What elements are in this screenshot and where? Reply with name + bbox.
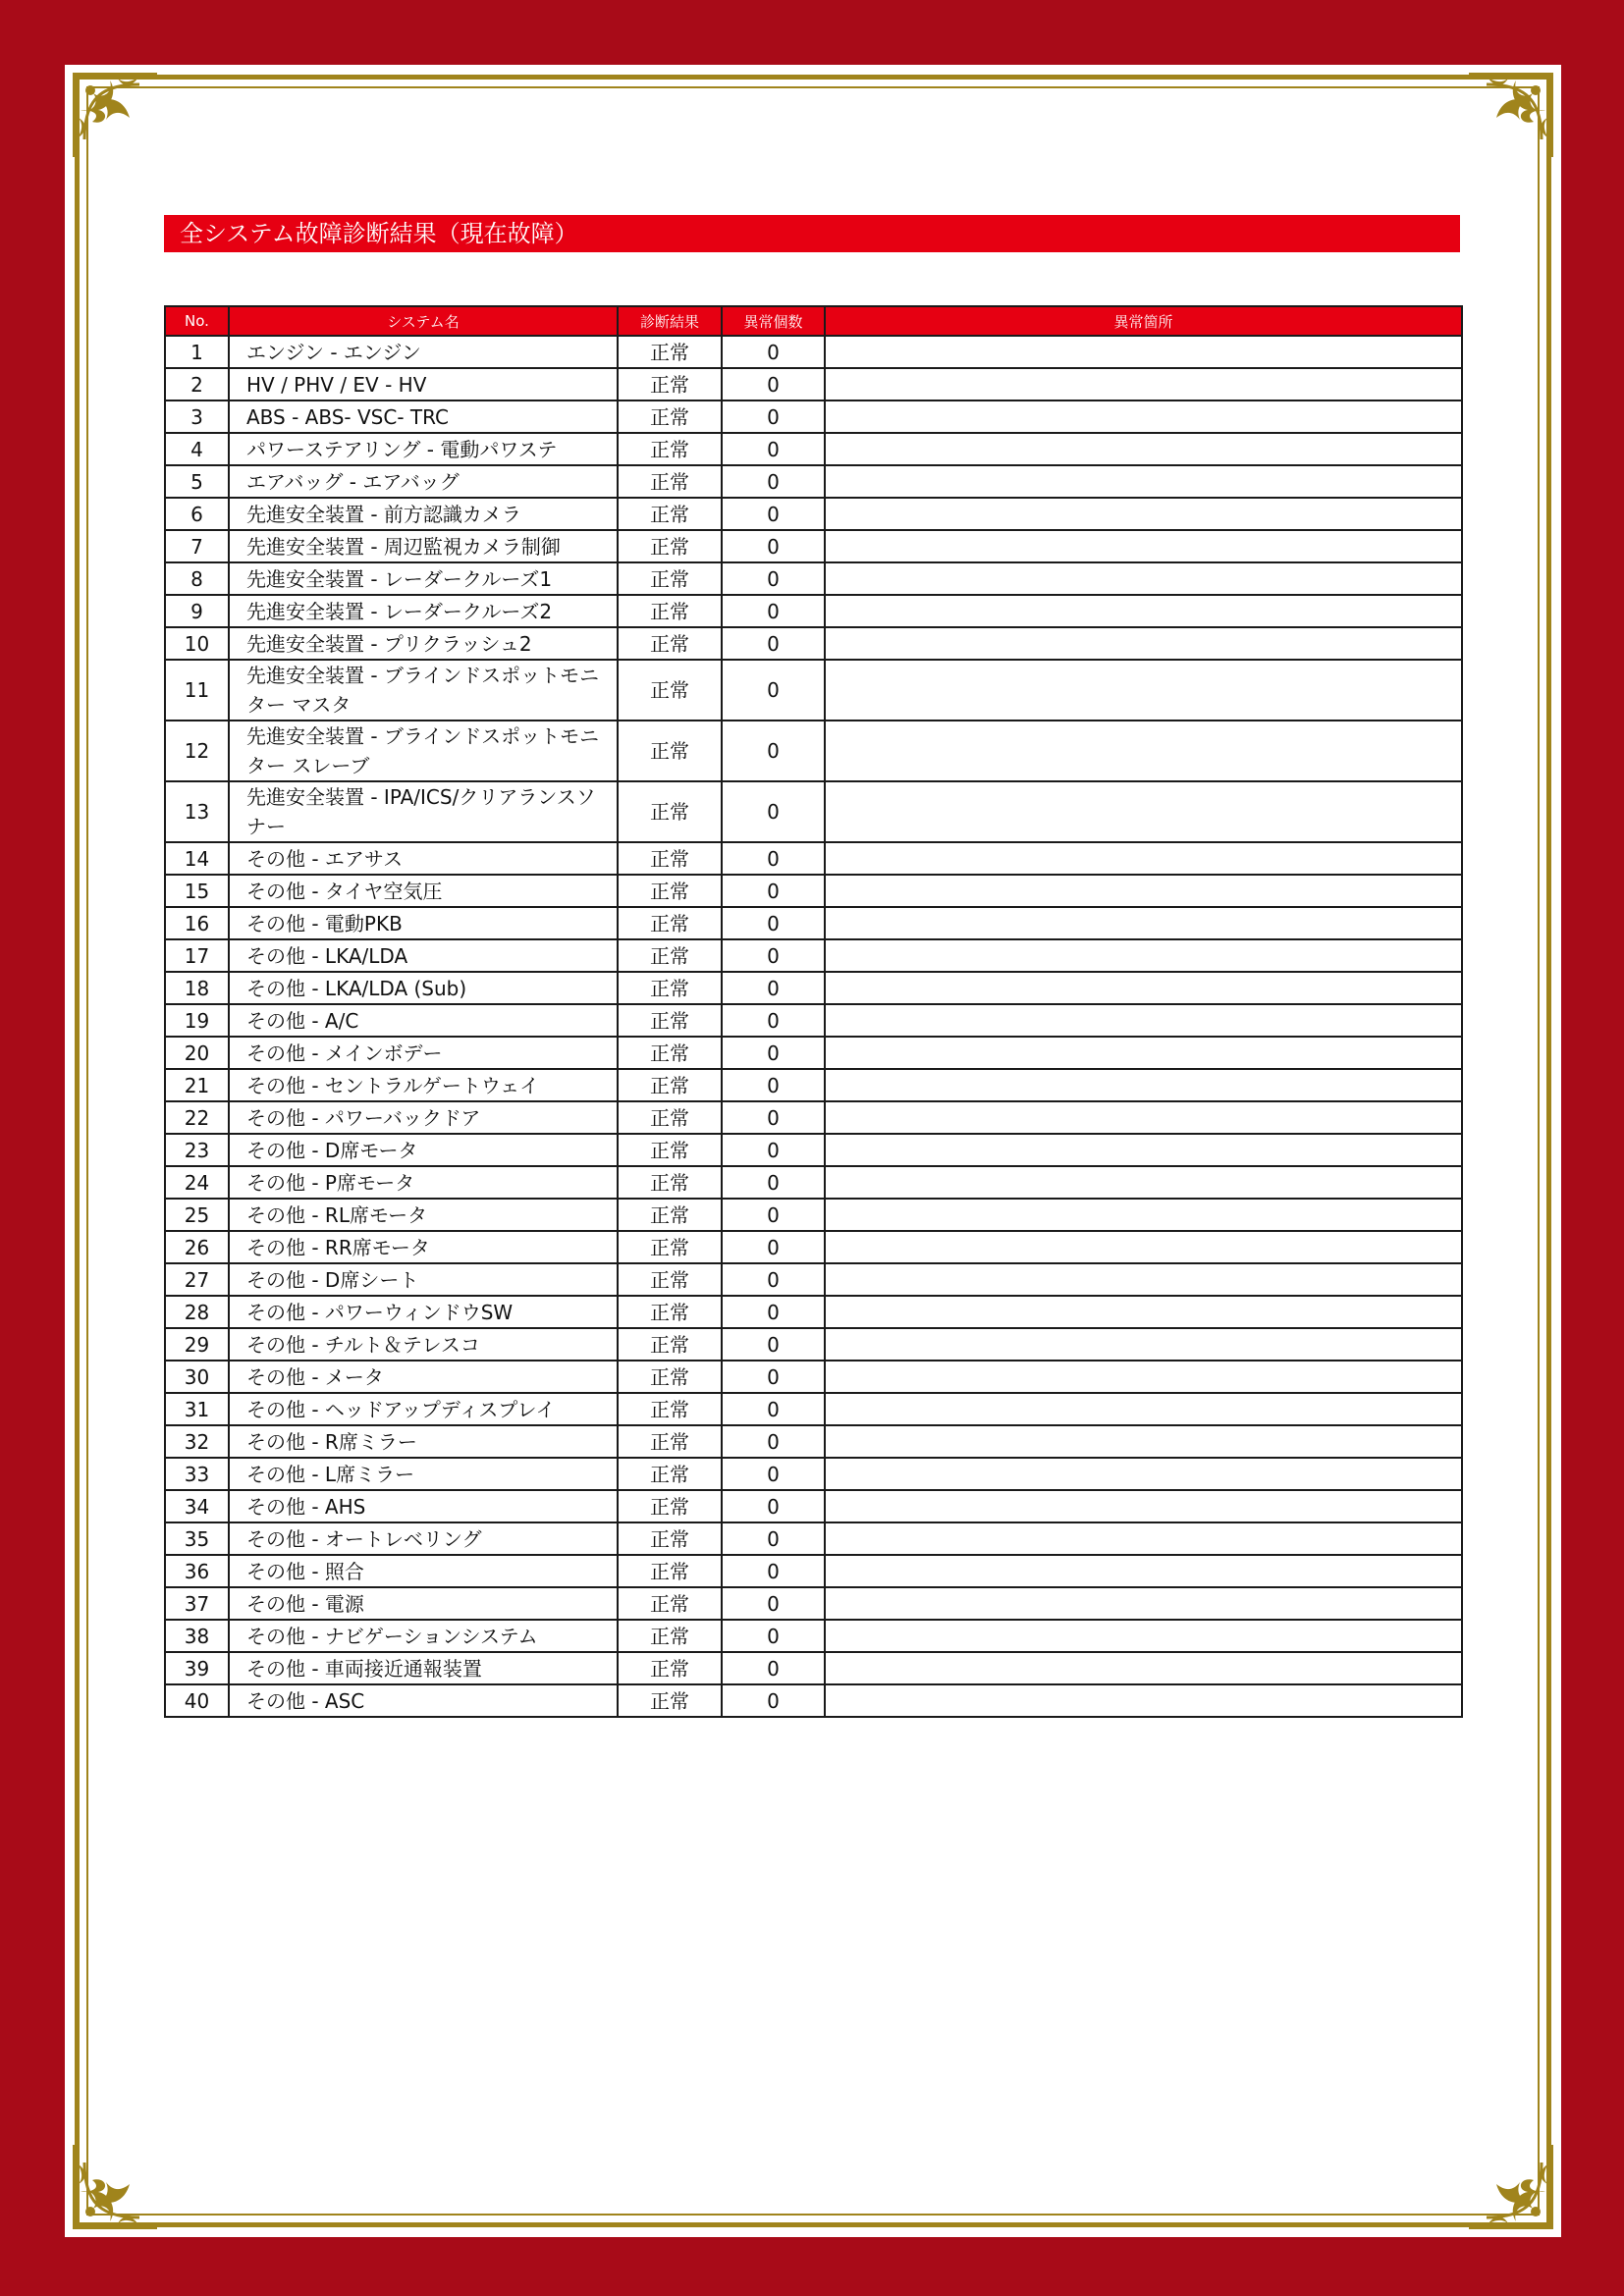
- corner-ornament-icon: [71, 2141, 161, 2231]
- row-system-name: ABS - ABS- VSC- TRC: [229, 400, 618, 433]
- page-title: 全システム故障診断結果（現在故障）: [164, 215, 1460, 252]
- row-location: [825, 907, 1462, 939]
- row-count: 0: [722, 939, 825, 972]
- table-row: [165, 1231, 1462, 1263]
- row-count: 0: [722, 1296, 825, 1328]
- row-number: 4: [165, 433, 229, 465]
- row-system-name: 先進安全装置 - レーダークルーズ1: [229, 562, 618, 595]
- table-row: [165, 939, 1462, 972]
- row-system-name: その他 - RL席モータ: [229, 1199, 618, 1231]
- table-row: [165, 1004, 1462, 1037]
- row-number: 32: [165, 1425, 229, 1458]
- row-count: 0: [722, 1555, 825, 1587]
- row-result: 正常: [618, 530, 722, 562]
- table-row: [165, 1587, 1462, 1620]
- row-count: 0: [722, 1652, 825, 1684]
- row-location: [825, 721, 1462, 781]
- row-location: [825, 465, 1462, 498]
- diagnosis-table: [164, 305, 1463, 1718]
- row-location: [825, 1166, 1462, 1199]
- row-number: 29: [165, 1328, 229, 1361]
- row-result: 正常: [618, 627, 722, 660]
- header-count: 異常個数: [722, 306, 825, 336]
- row-number: 15: [165, 875, 229, 907]
- row-location: [825, 1134, 1462, 1166]
- row-system-name: その他 - D席モータ: [229, 1134, 618, 1166]
- row-count: 0: [722, 368, 825, 400]
- row-location: [825, 842, 1462, 875]
- table-row: [165, 336, 1462, 368]
- row-number: 21: [165, 1069, 229, 1101]
- table-row: [165, 660, 1462, 721]
- table-row: [165, 1199, 1462, 1231]
- row-result: 正常: [618, 1458, 722, 1490]
- row-system-name: 先進安全装置 - レーダークルーズ2: [229, 595, 618, 627]
- row-system-name: HV / PHV / EV - HV: [229, 368, 618, 400]
- row-count: 0: [722, 1490, 825, 1522]
- row-number: 1: [165, 336, 229, 368]
- row-number: 9: [165, 595, 229, 627]
- row-location: [825, 1652, 1462, 1684]
- row-count: 0: [722, 1425, 825, 1458]
- table-row: [165, 1425, 1462, 1458]
- row-system-name: エンジン - エンジン: [229, 336, 618, 368]
- row-location: [825, 1555, 1462, 1587]
- row-result: 正常: [618, 1231, 722, 1263]
- row-location: [825, 972, 1462, 1004]
- table-row: [165, 595, 1462, 627]
- row-result: 正常: [618, 1069, 722, 1101]
- row-system-name: その他 - ヘッドアップディスプレイ: [229, 1393, 618, 1425]
- row-location: [825, 875, 1462, 907]
- row-system-name: 先進安全装置 - 前方認識カメラ: [229, 498, 618, 530]
- row-number: 30: [165, 1361, 229, 1393]
- row-system-name: 先進安全装置 - IPA/ICS/クリアランスソナー: [229, 781, 618, 842]
- row-result: 正常: [618, 400, 722, 433]
- row-result: 正常: [618, 1425, 722, 1458]
- row-number: 36: [165, 1555, 229, 1587]
- row-number: 40: [165, 1684, 229, 1717]
- row-location: [825, 627, 1462, 660]
- table-row: [165, 1684, 1462, 1717]
- table-row: [165, 465, 1462, 498]
- row-count: 0: [722, 972, 825, 1004]
- row-location: [825, 1458, 1462, 1490]
- row-system-name: その他 - セントラルゲートウェイ: [229, 1069, 618, 1101]
- row-number: 26: [165, 1231, 229, 1263]
- row-number: 18: [165, 972, 229, 1004]
- row-number: 16: [165, 907, 229, 939]
- row-location: [825, 1328, 1462, 1361]
- table-row: [165, 1652, 1462, 1684]
- row-result: 正常: [618, 1199, 722, 1231]
- row-location: [825, 781, 1462, 842]
- row-count: 0: [722, 721, 825, 781]
- row-location: [825, 562, 1462, 595]
- row-system-name: 先進安全装置 - ブラインドスポットモニター スレーブ: [229, 721, 618, 781]
- row-result: 正常: [618, 1037, 722, 1069]
- row-count: 0: [722, 1458, 825, 1490]
- row-count: 0: [722, 660, 825, 721]
- row-system-name: その他 - RR席モータ: [229, 1231, 618, 1263]
- table-row: [165, 368, 1462, 400]
- table-row: [165, 972, 1462, 1004]
- row-number: 20: [165, 1037, 229, 1069]
- corner-ornament-icon: [1465, 2141, 1555, 2231]
- row-location: [825, 1587, 1462, 1620]
- row-count: 0: [722, 1522, 825, 1555]
- row-system-name: その他 - ナビゲーションシステム: [229, 1620, 618, 1652]
- row-system-name: その他 - LKA/LDA (Sub): [229, 972, 618, 1004]
- table-row: [165, 1296, 1462, 1328]
- row-location: [825, 400, 1462, 433]
- header-location: 異常箇所: [825, 306, 1462, 336]
- row-number: 6: [165, 498, 229, 530]
- row-result: 正常: [618, 368, 722, 400]
- row-result: 正常: [618, 433, 722, 465]
- row-result: 正常: [618, 1684, 722, 1717]
- table-row: [165, 1166, 1462, 1199]
- row-result: 正常: [618, 465, 722, 498]
- row-result: 正常: [618, 907, 722, 939]
- table-row: [165, 1620, 1462, 1652]
- row-location: [825, 939, 1462, 972]
- row-count: 0: [722, 907, 825, 939]
- row-count: 0: [722, 842, 825, 875]
- table-row: [165, 498, 1462, 530]
- header-no: No.: [165, 306, 229, 336]
- row-number: 12: [165, 721, 229, 781]
- row-location: [825, 1004, 1462, 1037]
- row-location: [825, 1101, 1462, 1134]
- row-number: 33: [165, 1458, 229, 1490]
- row-number: 11: [165, 660, 229, 721]
- row-result: 正常: [618, 660, 722, 721]
- row-location: [825, 595, 1462, 627]
- row-system-name: その他 - タイヤ空気圧: [229, 875, 618, 907]
- row-number: 34: [165, 1490, 229, 1522]
- row-location: [825, 1296, 1462, 1328]
- row-number: 10: [165, 627, 229, 660]
- row-location: [825, 498, 1462, 530]
- row-result: 正常: [618, 1555, 722, 1587]
- row-system-name: その他 - D席シート: [229, 1263, 618, 1296]
- row-number: 31: [165, 1393, 229, 1425]
- row-result: 正常: [618, 721, 722, 781]
- table-row: [165, 721, 1462, 781]
- row-count: 0: [722, 1587, 825, 1620]
- table-row: [165, 1458, 1462, 1490]
- row-result: 正常: [618, 1134, 722, 1166]
- row-location: [825, 1425, 1462, 1458]
- corner-ornament-icon: [1465, 71, 1555, 161]
- table-row: [165, 1393, 1462, 1425]
- table-row: [165, 1263, 1462, 1296]
- row-number: 8: [165, 562, 229, 595]
- row-count: 0: [722, 1101, 825, 1134]
- row-count: 0: [722, 627, 825, 660]
- row-result: 正常: [618, 1296, 722, 1328]
- table-row: [165, 1361, 1462, 1393]
- row-count: 0: [722, 1361, 825, 1393]
- row-number: 23: [165, 1134, 229, 1166]
- row-count: 0: [722, 1328, 825, 1361]
- row-result: 正常: [618, 1490, 722, 1522]
- row-number: 19: [165, 1004, 229, 1037]
- row-count: 0: [722, 1199, 825, 1231]
- row-result: 正常: [618, 875, 722, 907]
- row-location: [825, 1199, 1462, 1231]
- row-location: [825, 660, 1462, 721]
- row-number: 27: [165, 1263, 229, 1296]
- corner-ornament-icon: [71, 71, 161, 161]
- row-result: 正常: [618, 939, 722, 972]
- row-system-name: その他 - パワーバックドア: [229, 1101, 618, 1134]
- table-row: [165, 627, 1462, 660]
- row-number: 25: [165, 1199, 229, 1231]
- row-number: 17: [165, 939, 229, 972]
- row-result: 正常: [618, 781, 722, 842]
- row-location: [825, 368, 1462, 400]
- row-location: [825, 336, 1462, 368]
- header-result: 診断結果: [618, 306, 722, 336]
- row-system-name: その他 - 照合: [229, 1555, 618, 1587]
- table-row: [165, 1134, 1462, 1166]
- row-result: 正常: [618, 1328, 722, 1361]
- row-result: 正常: [618, 972, 722, 1004]
- row-count: 0: [722, 595, 825, 627]
- row-count: 0: [722, 400, 825, 433]
- row-number: 7: [165, 530, 229, 562]
- table-row: [165, 1037, 1462, 1069]
- row-count: 0: [722, 1393, 825, 1425]
- row-result: 正常: [618, 1361, 722, 1393]
- row-number: 28: [165, 1296, 229, 1328]
- table-row: [165, 1555, 1462, 1587]
- row-result: 正常: [618, 842, 722, 875]
- row-location: [825, 1361, 1462, 1393]
- row-location: [825, 530, 1462, 562]
- row-result: 正常: [618, 1587, 722, 1620]
- row-count: 0: [722, 1037, 825, 1069]
- row-count: 0: [722, 1231, 825, 1263]
- row-result: 正常: [618, 1101, 722, 1134]
- row-system-name: その他 - 電動PKB: [229, 907, 618, 939]
- table-row: [165, 907, 1462, 939]
- table-row: [165, 781, 1462, 842]
- row-count: 0: [722, 1620, 825, 1652]
- row-system-name: その他 - エアサス: [229, 842, 618, 875]
- row-system-name: その他 - 車両接近通報装置: [229, 1652, 618, 1684]
- row-location: [825, 1037, 1462, 1069]
- row-location: [825, 1522, 1462, 1555]
- row-system-name: その他 - ASC: [229, 1684, 618, 1717]
- row-count: 0: [722, 530, 825, 562]
- row-system-name: 先進安全装置 - プリクラッシュ2: [229, 627, 618, 660]
- row-result: 正常: [618, 1166, 722, 1199]
- row-count: 0: [722, 465, 825, 498]
- row-number: 38: [165, 1620, 229, 1652]
- row-number: 14: [165, 842, 229, 875]
- table-row: [165, 875, 1462, 907]
- row-location: [825, 1393, 1462, 1425]
- row-result: 正常: [618, 1393, 722, 1425]
- row-system-name: その他 - パワーウィンドウSW: [229, 1296, 618, 1328]
- row-result: 正常: [618, 336, 722, 368]
- row-count: 0: [722, 562, 825, 595]
- row-location: [825, 1263, 1462, 1296]
- table-row: [165, 1522, 1462, 1555]
- row-number: 2: [165, 368, 229, 400]
- row-system-name: 先進安全装置 - ブラインドスポットモニター マスタ: [229, 660, 618, 721]
- row-result: 正常: [618, 1620, 722, 1652]
- row-system-name: その他 - チルト＆テレスコ: [229, 1328, 618, 1361]
- row-result: 正常: [618, 562, 722, 595]
- row-count: 0: [722, 1134, 825, 1166]
- row-location: [825, 1684, 1462, 1717]
- row-result: 正常: [618, 1522, 722, 1555]
- row-location: [825, 1231, 1462, 1263]
- table-row: [165, 562, 1462, 595]
- row-system-name: その他 - LKA/LDA: [229, 939, 618, 972]
- table-row: [165, 433, 1462, 465]
- row-result: 正常: [618, 1263, 722, 1296]
- header-system-name: システム名: [229, 306, 618, 336]
- row-location: [825, 1069, 1462, 1101]
- table-header-row: [165, 306, 1462, 336]
- row-number: 37: [165, 1587, 229, 1620]
- table-row: [165, 842, 1462, 875]
- row-count: 0: [722, 781, 825, 842]
- row-system-name: その他 - メータ: [229, 1361, 618, 1393]
- row-number: 35: [165, 1522, 229, 1555]
- row-count: 0: [722, 1684, 825, 1717]
- row-number: 13: [165, 781, 229, 842]
- row-number: 39: [165, 1652, 229, 1684]
- row-count: 0: [722, 433, 825, 465]
- row-count: 0: [722, 1263, 825, 1296]
- row-number: 5: [165, 465, 229, 498]
- table-row: [165, 1069, 1462, 1101]
- table-row: [165, 530, 1462, 562]
- row-number: 22: [165, 1101, 229, 1134]
- row-count: 0: [722, 498, 825, 530]
- row-system-name: その他 - L席ミラー: [229, 1458, 618, 1490]
- table-body: [165, 336, 1462, 1717]
- row-system-name: その他 - オートレベリング: [229, 1522, 618, 1555]
- row-system-name: その他 - P席モータ: [229, 1166, 618, 1199]
- row-count: 0: [722, 1166, 825, 1199]
- row-location: [825, 1620, 1462, 1652]
- row-system-name: その他 - R席ミラー: [229, 1425, 618, 1458]
- row-number: 3: [165, 400, 229, 433]
- table-row: [165, 1490, 1462, 1522]
- row-system-name: その他 - メインボデー: [229, 1037, 618, 1069]
- row-system-name: その他 - 電源: [229, 1587, 618, 1620]
- row-count: 0: [722, 875, 825, 907]
- row-count: 0: [722, 336, 825, 368]
- row-system-name: その他 - A/C: [229, 1004, 618, 1037]
- row-system-name: その他 - AHS: [229, 1490, 618, 1522]
- row-location: [825, 1490, 1462, 1522]
- row-result: 正常: [618, 498, 722, 530]
- row-count: 0: [722, 1069, 825, 1101]
- row-result: 正常: [618, 1004, 722, 1037]
- row-count: 0: [722, 1004, 825, 1037]
- row-number: 24: [165, 1166, 229, 1199]
- table-row: [165, 400, 1462, 433]
- row-system-name: パワーステアリング - 電動パワステ: [229, 433, 618, 465]
- row-location: [825, 433, 1462, 465]
- row-system-name: 先進安全装置 - 周辺監視カメラ制御: [229, 530, 618, 562]
- row-system-name: エアバッグ - エアバッグ: [229, 465, 618, 498]
- table-row: [165, 1101, 1462, 1134]
- row-result: 正常: [618, 1652, 722, 1684]
- table-row: [165, 1328, 1462, 1361]
- row-result: 正常: [618, 595, 722, 627]
